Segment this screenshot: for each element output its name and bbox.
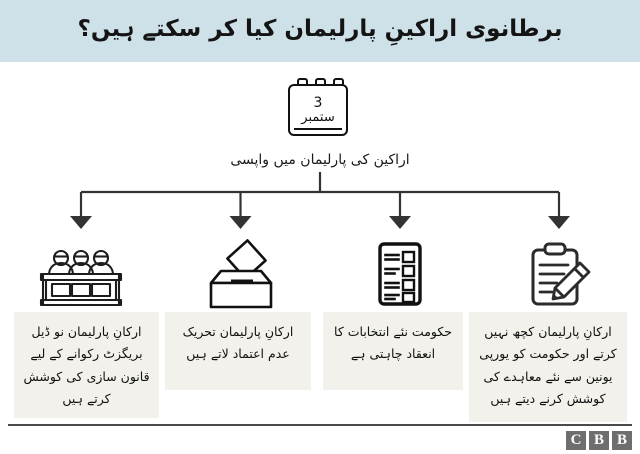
page-title: برطانوی اراکینِ پارلیمان کیا کر سکتے ہیں؟ xyxy=(77,16,563,43)
branch-text-1: ارکانِ پارلیمان نو ڈیل بریگزٹ رکوانے کے لیے قانون سازی کی کوشش کرتے ہیں xyxy=(14,312,159,418)
arrowheads xyxy=(70,216,570,229)
subtitle-label: اراکین کی پارلیمان میں واپسی xyxy=(230,152,410,168)
branch-text-4: ارکانِ پارلیمان کچھ نہیں کرتے اور حکومت کو یورپی یونین سے نئے معاہدے کی کوشش کرنے دیتے ہیں xyxy=(469,312,627,422)
calendar-day: 3 xyxy=(313,95,323,111)
header-banner xyxy=(0,0,640,62)
branch-icon-4 xyxy=(504,238,614,310)
jury-panel-icon xyxy=(29,239,133,309)
bbc-logo xyxy=(566,431,632,450)
bbc-logo-letter: C xyxy=(566,431,586,450)
branch-icon-3 xyxy=(345,238,455,310)
calendar-icon xyxy=(288,78,352,140)
branch-icon-1 xyxy=(26,238,136,310)
clipboard-pencil-icon xyxy=(507,238,611,310)
bbc-logo-letter: B xyxy=(612,431,632,450)
calendar-month: ستمبر xyxy=(301,110,335,125)
branch-text-2: ارکانِ پارلیمان تحریک عدم اعتماد لاتے ہیں xyxy=(165,312,311,390)
connector-diagram xyxy=(0,172,640,234)
branch-text-3: حکومت نئے انتخابات کا انعقاد چاہتی ہے xyxy=(323,312,463,390)
footer-divider xyxy=(8,424,632,426)
ballot-paper-icon xyxy=(348,238,452,310)
ballot-box-icon xyxy=(189,238,293,310)
branch-icon-2 xyxy=(186,238,296,310)
calendar-body xyxy=(288,84,348,136)
bbc-logo-letter: B xyxy=(589,431,609,450)
